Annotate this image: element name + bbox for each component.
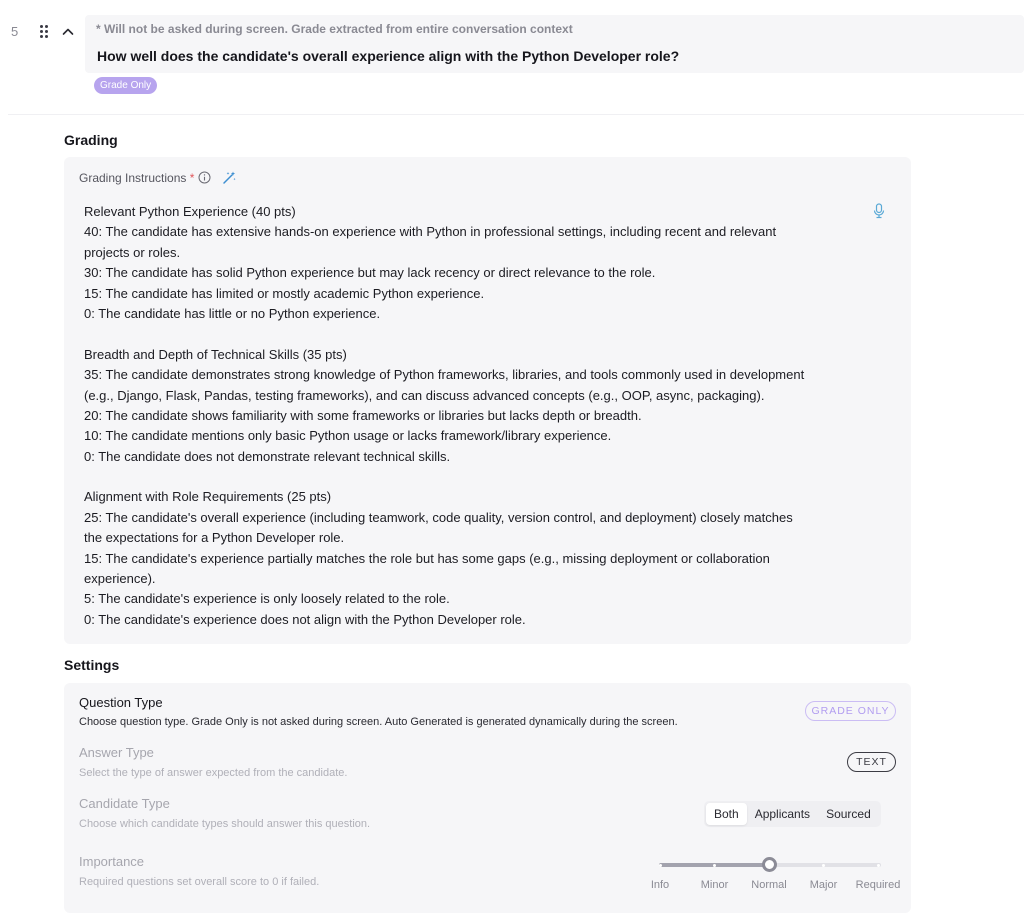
- candidate-type-selector: [704, 801, 881, 827]
- importance-slider[interactable]: [657, 856, 883, 872]
- answer-type-pill[interactable]: TEXT: [847, 752, 896, 772]
- instruction-line: 0: The candidate does not demonstrate relevant technical skills.: [84, 448, 451, 464]
- instruction-line: Breadth and Depth of Technical Skills (35 pts): [84, 346, 347, 362]
- instruction-line: [84, 324, 864, 344]
- instruction-line: Relevant Python Experience (40 pts): [84, 204, 296, 219]
- candidate-type-applicants[interactable]: Applicants: [754, 807, 811, 821]
- slider-thumb[interactable]: [762, 857, 777, 872]
- instruction-line: 40: The candidate has extensive hands-on experience with Python in professional settings, including recent and relevant: [84, 224, 777, 240]
- question-type-title: Question Type: [79, 695, 163, 710]
- instruction-line: projects or roles.: [84, 244, 181, 260]
- question-number: 5: [11, 24, 19, 39]
- candidate-type-both[interactable]: Both: [706, 803, 747, 825]
- importance-label-info[interactable]: Info: [650, 879, 670, 891]
- divider: [8, 114, 1024, 115]
- instruction-line: experience).: [84, 571, 156, 587]
- question-type-desc: Choose question type. Grade Only is not asked during screen. Auto Generated is generated dynamically during the screen.: [79, 716, 678, 728]
- answer-type-desc: Select the type of answer expected from the candidate.: [79, 767, 348, 779]
- settings-section-title: Settings: [64, 657, 120, 673]
- instruction-line: 10: The candidate mentions only basic Python usage or lacks framework/library experience.: [84, 428, 612, 444]
- question-note: * Will not be asked during screen. Grade extracted from entire conversation context: [96, 22, 573, 36]
- question-type-pill[interactable]: GRADE ONLY: [805, 701, 896, 721]
- instruction-line: 5: The candidate's experience is only loosely related to the role.: [84, 591, 450, 607]
- question-header[interactable]: [85, 15, 1024, 73]
- slider-step-dot[interactable]: [877, 864, 880, 867]
- grading-card: [64, 157, 911, 644]
- importance-title: Importance: [79, 854, 145, 869]
- instruction-line: (e.g., Django, Flask, Pandas, testing frameworks), and can discuss advanced concepts (e.g., OOP, async, packaging).: [84, 387, 765, 403]
- grading-section-title: Grading: [64, 132, 118, 148]
- instruction-line: 25: The candidate's overall experience (including teamwork, code quality, version control, and deployment) closely matches: [84, 509, 793, 525]
- instruction-line: Alignment with Role Requirements (25 pts): [84, 489, 332, 505]
- instruction-line: the expectations for a Python Developer role.: [84, 530, 345, 546]
- importance-label-required[interactable]: Required: [855, 879, 901, 891]
- importance-desc: Required questions set overall score to 0 if failed.: [79, 876, 320, 888]
- importance-label-major[interactable]: Major: [809, 879, 838, 891]
- candidate-type-desc: Choose which candidate types should answer this question.: [79, 818, 371, 830]
- info-icon[interactable]: [198, 171, 211, 184]
- slider-step-dot[interactable]: [659, 864, 662, 867]
- grading-instructions-label: Grading Instructions *: [79, 171, 195, 185]
- slider-step-dot[interactable]: [822, 864, 825, 867]
- answer-type-title: Answer Type: [79, 745, 154, 760]
- required-mark: *: [189, 171, 195, 185]
- chevron-up-icon[interactable]: [60, 24, 76, 40]
- candidate-type-title: Candidate Type: [79, 796, 170, 811]
- settings-card: [64, 683, 911, 913]
- magic-wand-icon[interactable]: [222, 170, 237, 185]
- question-title: How well does the candidate's overall experience align with the Python Developer role?: [97, 48, 680, 64]
- instruction-line: 35: The candidate demonstrates strong knowledge of Python frameworks, libraries, and tools commonly used in development: [84, 367, 805, 383]
- microphone-icon[interactable]: [872, 203, 886, 219]
- instruction-line: 15: The candidate's experience partially matches the role but has some gaps (e.g., missing deployment or collaboration: [84, 550, 770, 566]
- instruction-line: 30: The candidate has solid Python experience but may lack recency or direct relevance to the role.: [84, 265, 656, 281]
- instruction-line: [84, 467, 864, 487]
- slider-step-dot[interactable]: [713, 864, 716, 867]
- grading-instructions-textarea[interactable]: [84, 202, 864, 630]
- drag-handle-icon[interactable]: [38, 24, 50, 40]
- instruction-line: 0: The candidate's experience does not align with the Python Developer role.: [84, 611, 526, 627]
- candidate-type-sourced[interactable]: Sourced: [826, 807, 871, 821]
- grade-only-badge: Grade Only: [94, 77, 157, 94]
- instruction-line: 0: The candidate has little or no Python experience.: [84, 305, 381, 321]
- importance-label-normal[interactable]: Normal: [751, 879, 787, 891]
- instruction-line: 15: The candidate has limited or mostly academic Python experience.: [84, 285, 485, 301]
- importance-label-minor[interactable]: Minor: [700, 879, 729, 891]
- instruction-line: 20: The candidate shows familiarity with some frameworks or libraries but lacks depth or breadth.: [84, 407, 642, 423]
